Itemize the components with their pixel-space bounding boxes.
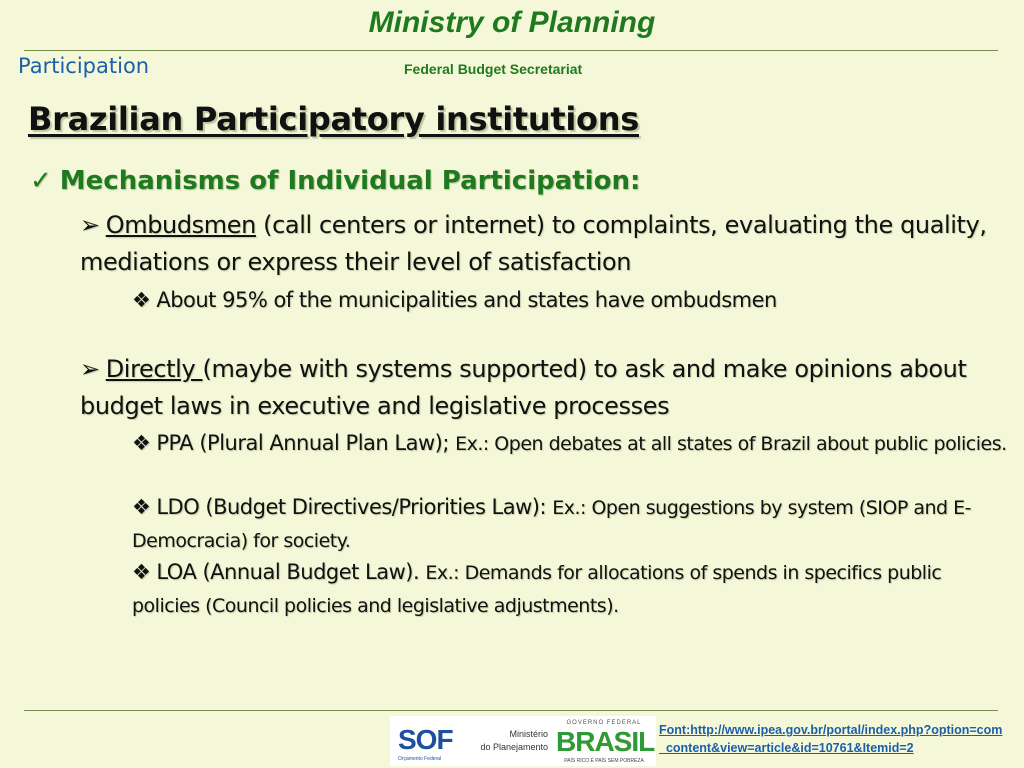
ombudsmen-text: (call centers or internet) to complaints, evaluating the quality, mediations or express their level of satisfaction <box>80 211 987 276</box>
ministry-logo-line1: Ministério <box>509 729 548 739</box>
loa-item <box>132 556 1007 622</box>
brasil-slogan: PAÍS RICO É PAÍS SEM POBREZA <box>564 758 644 764</box>
ombudsmen-sub-text: About 95% of the municipalities and states have ombudsmen <box>156 288 777 312</box>
ppa-item <box>132 427 1007 460</box>
footer-divider <box>24 710 998 711</box>
section-label: Participation <box>18 54 150 78</box>
arrow-bullet-icon: ➢ <box>80 211 100 239</box>
ministry-title: Ministry of Planning <box>368 6 656 39</box>
arrow-bullet-icon: ➢ <box>80 355 100 383</box>
bullet-level1 <box>30 166 640 196</box>
diamond-bullet-icon: ❖ <box>132 560 151 584</box>
ldo-item <box>132 491 1007 557</box>
brasil-wordmark: BRASIL <box>556 726 655 757</box>
checkmark-icon: ✓ <box>30 166 52 196</box>
diamond-bullet-icon: ❖ <box>132 431 151 455</box>
footer-logos <box>390 716 656 766</box>
ombudsmen-paragraph <box>80 207 1000 281</box>
header-divider <box>24 50 998 51</box>
ombudsmen-term: Ombudsmen <box>105 211 256 239</box>
ldo-example: Ex.: Open suggestions by system (SIOP and E-Democracia) for society. <box>132 497 971 552</box>
directly-text: (maybe with systems supported) to ask and make opinions about budget laws in executive and legislative processes <box>80 355 967 420</box>
loa-example: Ex.: Demands for allocations of spends in specifics public policies (Council policies and legislative adjustments). <box>132 562 942 617</box>
ministry-logo-line2: do Planejamento <box>480 742 548 752</box>
sof-logo-subtitle: Orçamento Federal <box>398 756 442 762</box>
ppa-label: PPA (Plural Annual Plan Law); <box>156 431 456 455</box>
slide-title: Brazilian Participatory institutions <box>28 100 639 138</box>
ombudsmen-subitem <box>132 284 1007 316</box>
directly-term: Directly <box>105 355 203 383</box>
ldo-label: LDO (Budget Directives/Priorities Law): <box>156 495 553 519</box>
sof-logo: SOF <box>398 724 453 755</box>
loa-label: LOA (Annual Budget Law). <box>156 560 426 584</box>
directly-paragraph <box>80 351 1000 425</box>
diamond-bullet-icon: ❖ <box>132 288 151 312</box>
ppa-example: Ex.: Open debates at all states of Brazil about public policies. <box>455 433 1007 455</box>
bullet-level1-text: Mechanisms of Individual Participation: <box>59 166 641 196</box>
secretariat-label: Federal Budget Secretariat <box>404 61 583 77</box>
gov-federal-label: GOVERNO FEDERAL <box>566 720 642 726</box>
ministry-logo <box>478 728 548 754</box>
brasil-logo <box>554 720 654 764</box>
diamond-bullet-icon: ❖ <box>132 495 151 519</box>
source-link[interactable]: Font:http://www.ipea.gov.br/portal/index.php?option=com_content&view=article&id=10761&Itemid=2 <box>659 723 1003 755</box>
